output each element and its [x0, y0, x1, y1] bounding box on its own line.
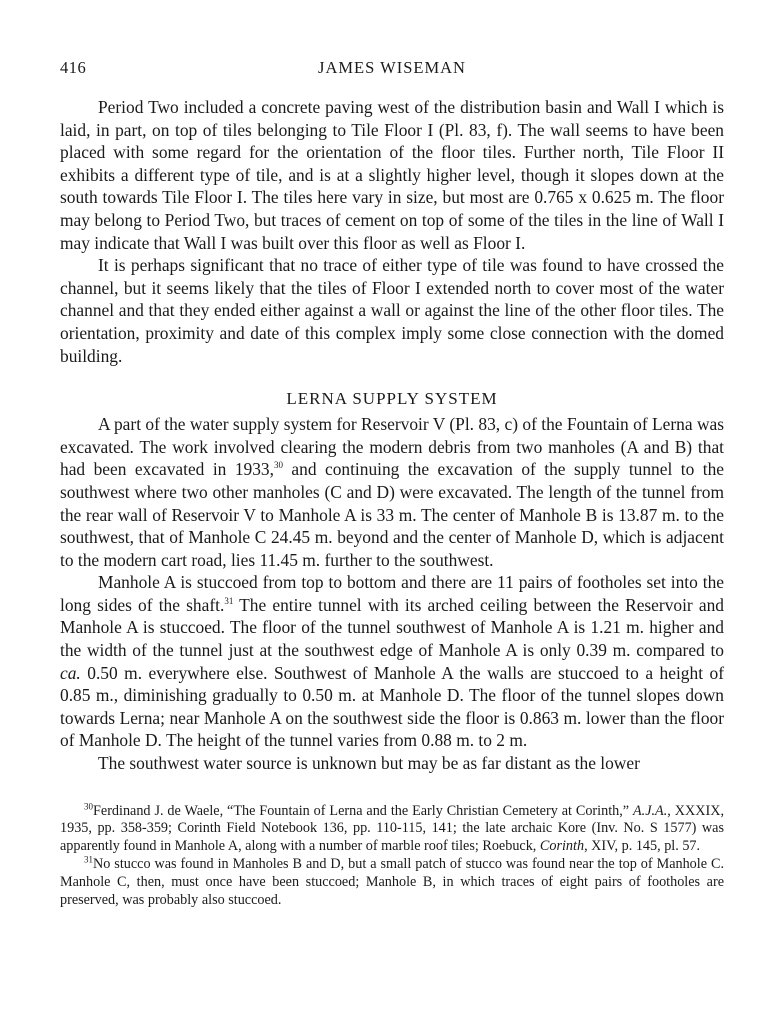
text-run: The entire tunnel with its arched ceiling between the Reservoir and Manhole A is stuccoed. The floor of the tunnel southwest of Manhole A is 1.21 m. higher and the width of the tunnel just at the southwest edge of Manhole A is only 0.39 m. compared to: [60, 594, 724, 661]
footnote-number: 31: [84, 854, 93, 865]
footnote-text: No stucco was found in Manholes B and D, but a small patch of stucco was found near the top of Manhole C. Manhole C, then, must once have been stuccoed; Manhole B, in which traces of eight pairs of footholes are preserved, was probably also stuccoed.: [60, 856, 724, 908]
footnotes: [60, 800, 725, 910]
footnote-title: Corinth: [539, 838, 585, 855]
text-run: and continuing the excavation of the supply tunnel to the southwest where two other manholes (C and D) were excavated. The length of the tunnel from the rear wall of Reservoir V to Manhole A is 33 m. The center of Manhole B is 13.87 m. to the southwest, that of Manhole C 24.45 m. beyond and the center of Manhole D, which is adjacent to the modern cart road, lies 11.45 m. further to the southwest.: [60, 459, 724, 570]
document-page: [60, 58, 724, 909]
footnote-30: [60, 800, 725, 856]
italic-ca: ca.: [60, 662, 81, 683]
body-text: [60, 96, 724, 367]
footnote-journal: A.J.A.: [633, 802, 668, 819]
footnote-number: 30: [84, 800, 93, 811]
paragraph-water-source: The southwest water source is unknown but may be as far distant as the lower: [98, 753, 640, 774]
running-head: [60, 58, 724, 82]
text-run: Manhole A is stuccoed from top to bottom and there are 11 pairs of footholes set into the long sides of the shaft.: [60, 572, 724, 615]
footnote-ref-30: 30: [273, 460, 283, 471]
paragraph-manhole-a: [60, 571, 724, 752]
section-heading: LERNA SUPPLY SYSTEM: [286, 389, 498, 409]
paragraph-supply-system: [60, 413, 724, 571]
running-title: JAMES WISEMAN: [318, 58, 466, 77]
section-body: [60, 413, 724, 775]
page-number: 416: [60, 58, 87, 77]
text-run: A part of the water supply system for Reservoir V (Pl. 83, c) of the Fountain of Lerna was excavated. The work involved clearing the modern debris from two manholes (A and B) that had been excavated in 1933,: [60, 414, 724, 480]
text-run: 0.50 m. everywhere else. Southwest of Manhole A the walls are stuccoed to a height of 0.85 m., diminishing gradually to 0.50 m. at Manhole D. The floor of the tunnel slopes down towards Lerna; near Manhole A on the southwest side the floor is 0.863 m. lower than the floor of Manhole D. The height of the tunnel varies from 0.88 m. to 2 m.: [60, 662, 724, 751]
footnote-text: Ferdinand J. de Waele, “The Fountain of Lerna and the Early Christian Cemetery at Corinth,”: [93, 802, 633, 819]
footnote-31: [60, 856, 724, 909]
footnote-text: , XXXIX, 1935, pp. 358-359; Corinth Field Notebook 136, pp. 110-115, 141; the late archaic Kore (Inv. No. S 1577) was apparently found in Manhole A, along with a number of marble roof tiles; Roebuck,: [60, 802, 725, 855]
footnote-ref-31: 31: [224, 596, 234, 607]
footnote-text: , XIV, p. 145, pl. 57.: [584, 838, 701, 855]
paragraph-tile-channel: It is perhaps significant that no trace of either type of tile was found to have crossed the channel, but it seems likely that the tiles of Floor I extended north to cover most of the water channel and that they ended either against a wall or against the line of the other floor tiles. The orientation, proximity and date of this complex imply some close connection with the domed building.: [60, 255, 724, 366]
paragraph-period-two: Period Two included a concrete paving west of the distribution basin and Wall I which is laid, in part, on top of tiles belonging to Tile Floor I (Pl. 83, f). The wall seems to have been placed with some regard for the orientation of the floor tiles. Further north, Tile Floor II exhibits a different type of tile, and is at a slightly higher level, though it slopes down at the south towards Tile Floor I. The tiles here vary in size, but most are 0.765 x 0.625 m. The floor may belong to Period Two, but traces of cement on top of some of the tiles in the line of Wall I may indicate that Wall I was built over this floor as well as Floor I.: [60, 97, 724, 253]
